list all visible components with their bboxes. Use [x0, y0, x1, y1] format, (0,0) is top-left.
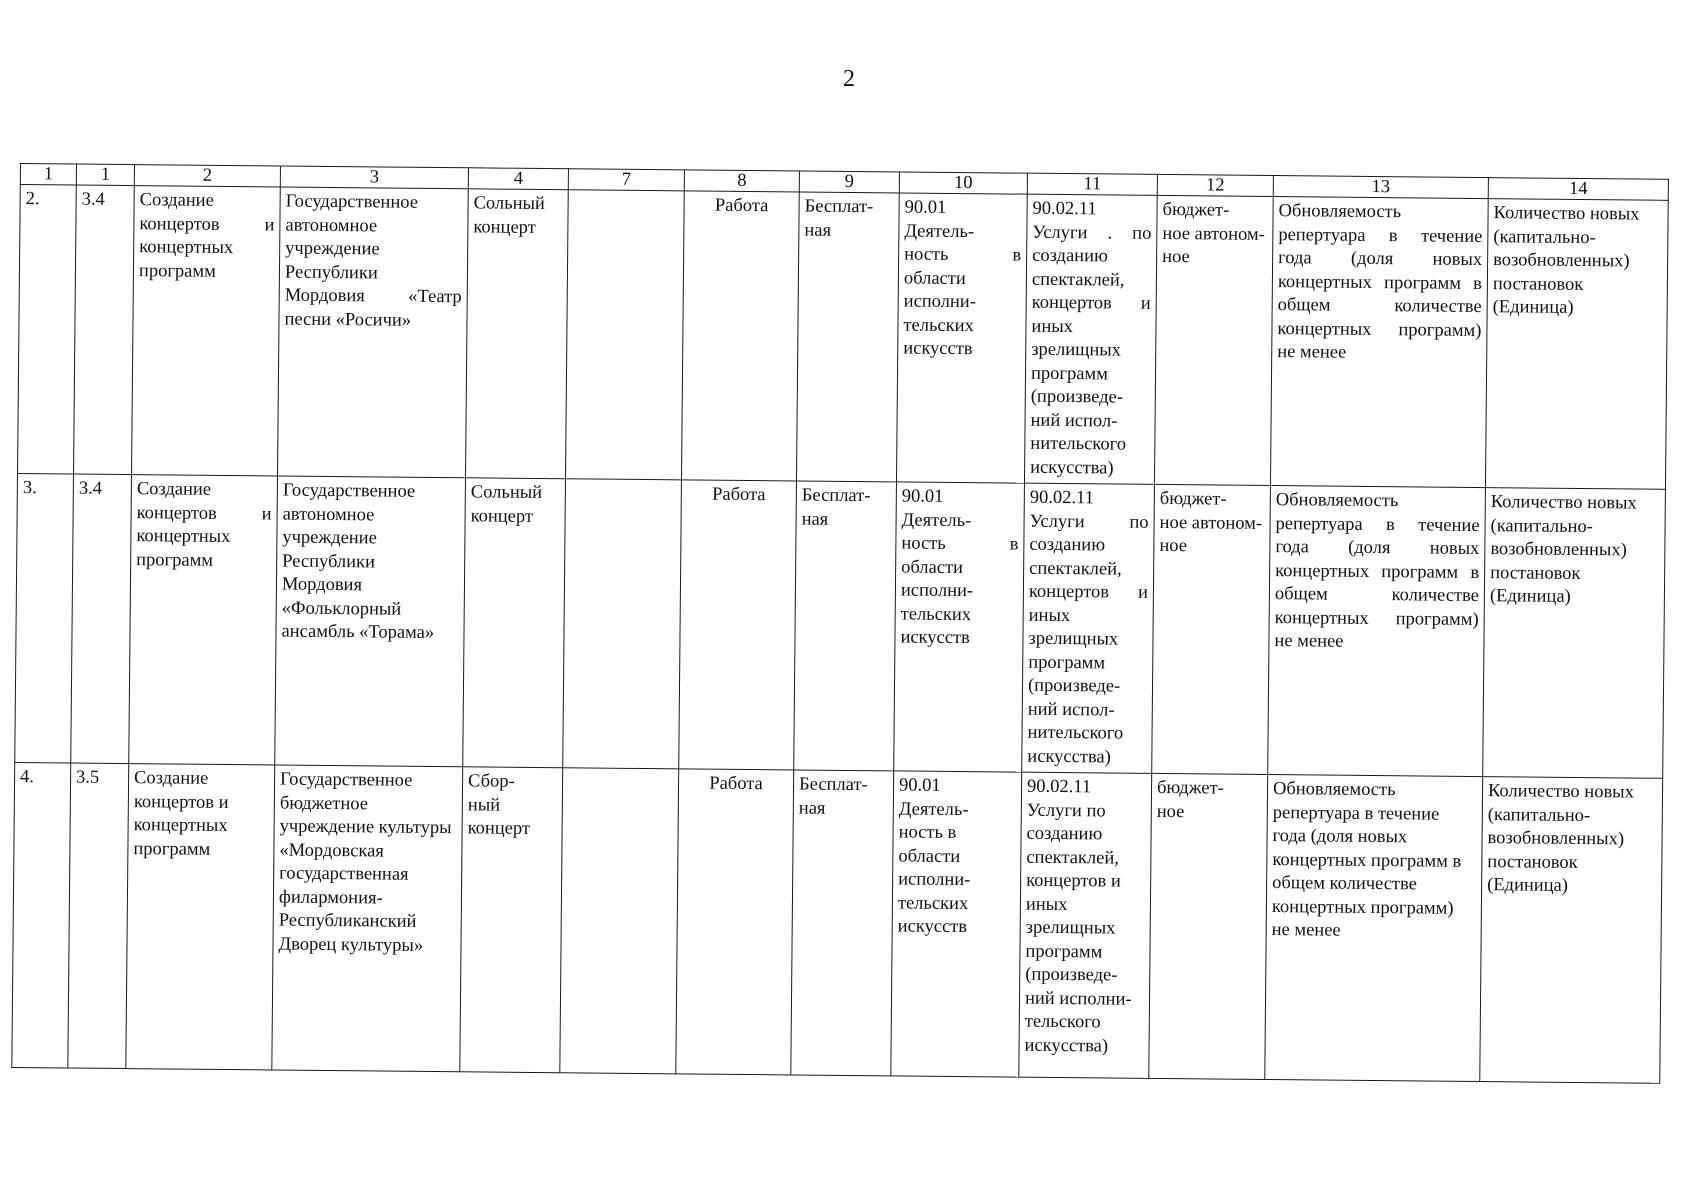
service-type: Работа [676, 769, 794, 1075]
institution-name: Государственное бюджетное учреждение культуры «Мордовская государственная филармония- Республиканский Дворец культуры» [272, 765, 463, 1072]
okved-code: 90.01 Деятель- ность в области исполни- тельских искусств [891, 771, 1022, 1077]
row-number: 3. [15, 473, 74, 763]
indicator-text: Обновляемость репертуара в течение года (доля новых концертных программ в общем количестве концертных программ) не менее [1270, 197, 1488, 488]
org-type: бюджет- ное автоном- ное [1154, 195, 1273, 485]
indicator-text: Обновляемость репертуара в течение года (доля новых концертных программ в общем количестве концертных программ) не менее [1265, 775, 1483, 1082]
service-type: Работа [681, 191, 799, 481]
header-cell: 14 [1488, 178, 1668, 201]
services-table [11, 163, 1669, 1084]
payment-type: Бесплат- ная [791, 770, 894, 1076]
okved-code: 90.01 Деятель- ность в области исполни- тельских искусств [896, 193, 1027, 483]
unit-text: Количество новых (капитально- возобновленных) постановок (Единица) [1480, 777, 1663, 1084]
org-type: бюджет- ное автоном- ное [1152, 484, 1271, 774]
unit-text: Количество новых (капитально- возобновленных) постановок (Единица) [1485, 199, 1668, 490]
org-type: бюджет- ное [1149, 773, 1268, 1079]
service-name: Создание концертов и концертных программ [129, 475, 278, 765]
institution-name: Государственное автономное учреждение Республики Мордовия «Фольклорный ансамбль «Торама» [275, 476, 466, 767]
header-cell: 9 [799, 171, 899, 193]
header-cell: 4 [468, 168, 568, 190]
row-code: 3.4 [74, 185, 135, 475]
okpd-code: 90.02.11 Услуги . по созданию спектаклей, концертов и иных зрелищных программ (произведе- ний испол- нительского искусства) [1024, 194, 1157, 484]
table-row [12, 762, 1663, 1083]
institution-name: Государственное автономное учреждение Республики Мордовия «Театр песни «Росичи» [278, 187, 469, 478]
table-row [15, 473, 1666, 778]
service-name: Создание концертов и концертных программ [126, 764, 275, 1070]
col7-cell [563, 479, 682, 769]
service-content: Сольный концерт [463, 478, 566, 768]
col7-cell [560, 768, 679, 1074]
header-cell: 11 [1027, 173, 1157, 195]
table-row [18, 185, 1669, 490]
service-name: Создание концертов и концертных программ [132, 186, 281, 476]
header-cell: 7 [568, 169, 684, 191]
okpd-code: 90.02.11 Услуги по созданию спектаклей, концертов и иных зрелищных программ (произведе- ний исполни- тельского искусства) [1019, 772, 1152, 1078]
page-number: 2 [843, 66, 855, 92]
header-cell: 13 [1273, 176, 1488, 199]
header-cell: 8 [684, 170, 799, 192]
okpd-code: 90.02.11 Услуги по созданию спектаклей, концертов и иных зрелищных программ (произведе- ний испол- нительского искусства) [1022, 483, 1155, 773]
unit-text: Количество новых (капитально- возобновленных) постановок (Единица) [1483, 488, 1666, 779]
header-cell: 2 [134, 165, 280, 187]
row-number: 2. [18, 185, 77, 475]
service-content: Сольный концерт [465, 189, 568, 479]
service-type: Работа [679, 480, 797, 770]
row-number: 4. [12, 762, 71, 1068]
header-cell: 1 [20, 164, 76, 186]
header-cell: 1 [76, 164, 134, 186]
okved-code: 90.01 Деятель- ность в области исполни- тельских искусств [894, 482, 1025, 772]
header-cell: 10 [899, 172, 1027, 194]
header-cell: 3 [280, 166, 468, 189]
service-content: Сбор- ный концерт [460, 767, 563, 1073]
indicator-text: Обновляемость репертуара в течение года (доля новых концертных программ в общем количестве концертных программ) не менее [1268, 486, 1486, 777]
col7-cell [565, 190, 684, 480]
row-code: 3.4 [71, 474, 132, 764]
payment-type: Бесплат- ная [794, 481, 897, 771]
row-code: 3.5 [68, 763, 129, 1069]
header-cell: 12 [1157, 174, 1273, 196]
payment-type: Бесплат- ная [796, 192, 899, 482]
